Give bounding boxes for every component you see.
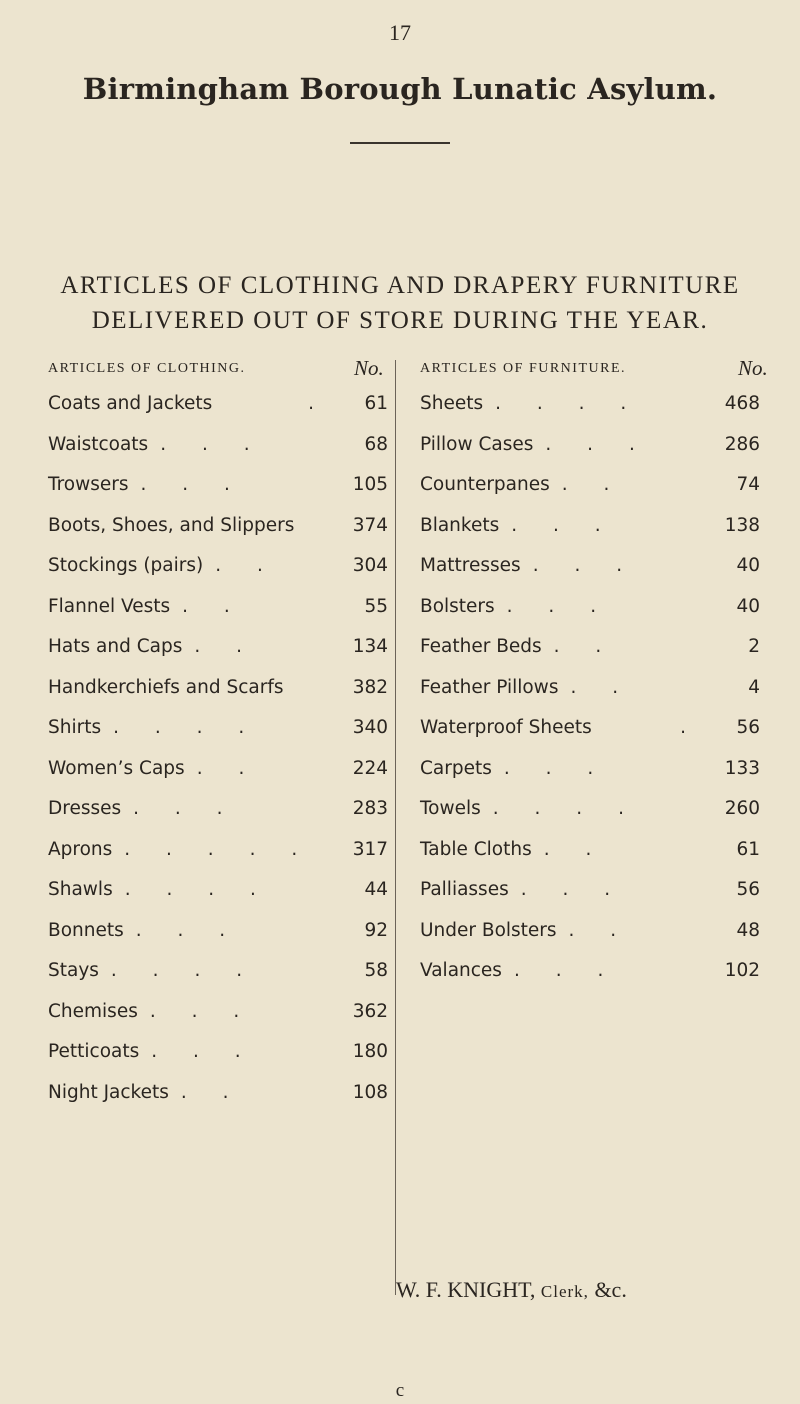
furniture-item-row [420,506,760,546]
clothing-item-label: Aprons [48,838,113,860]
clothing-item-leader-dots: . . . [160,433,250,455]
furniture-item-leader-dots: . . . [506,595,597,617]
furniture-item-count: 2 [748,636,760,657]
clothing-item-count: 61 [364,393,388,414]
clothing-item-leader-dots: . . [196,757,245,779]
furniture-item-count: 4 [748,676,760,698]
furniture-item-count: 74 [736,474,760,495]
clothing-item-count: 108 [352,1081,388,1103]
furniture-header-label: ARTICLES OF FURNITURE. [420,361,627,376]
clothing-item-label: Chemises [48,1000,138,1022]
furniture-item-label: Pillow Cases [420,433,534,455]
clothing-item-label: Bonnets [48,919,124,941]
clothing-item-count: 134 [352,636,388,657]
clothing-item-count: 92 [364,919,388,941]
clothing-item-leader-dots: . . . [135,919,226,941]
clothing-item-row [48,587,388,627]
furniture-item-label: Sheets [420,393,484,414]
clothing-item-row [48,668,388,708]
furniture-item-leader-dots: . . . . [495,393,627,414]
furniture-item-count: 138 [724,514,760,536]
furniture-item-count: 56 [736,717,760,738]
clothing-item-leader-dots: . . [180,1081,229,1103]
clothing-item-leader-dots: . . . . [124,879,256,900]
clothing-item-count: 58 [364,960,388,981]
furniture-item-row [420,668,760,708]
clothing-item-row [48,506,388,546]
furniture-item-count: 48 [736,919,760,941]
clothing-item-label: Waistcoats [48,433,149,455]
furniture-item-leader-dots: . . [568,919,617,941]
furniture-item-count: 61 [736,838,760,860]
signature [396,1277,627,1303]
clothing-item-count: 283 [352,798,388,819]
furniture-item-leader-dots: . . . . [492,798,624,819]
clothing-item-row [48,830,388,870]
furniture-item-label: Counterpanes [420,474,550,495]
clothing-item-leader-dots: . . . [133,798,223,819]
furniture-item-row [420,951,760,991]
section-heading-line-1: ARTICLES OF CLOTHING AND DRAPERY FURNITURE [60,272,740,299]
furniture-item-label: Table Cloths [420,838,532,860]
furniture-item-leader-dots: . . . [520,879,611,900]
clothing-item-row [48,992,388,1032]
clothing-item-row [48,425,388,465]
clothing-item-label: Stockings (pairs) [48,555,204,576]
clothing-item-count: 224 [352,757,388,779]
sheet-signature-mark: c [395,1380,405,1401]
clothing-item-label: Night Jackets [48,1081,169,1103]
furniture-item-label: Feather Pillows [420,676,559,698]
clothing-item-row [48,911,388,951]
furniture-item-row [420,789,760,829]
clothing-item-row [48,627,388,667]
section-heading-line-2: DELIVERED OUT OF STORE DURING THE YEAR. [91,307,709,334]
furniture-item-count: 40 [736,595,760,617]
clothing-item-count: 180 [352,1041,388,1062]
clothing-item-count: 374 [352,514,388,536]
clothing-item-leader-dots: . . . . [113,717,245,738]
clothing-item-label: Coats and Jackets [48,393,213,414]
clothing-item-count: 340 [352,717,388,738]
furniture-item-leader-dots: . . [553,636,602,657]
clothing-item-row [48,708,388,748]
page-number: 17 [389,20,411,45]
furniture-item-leader-dots: . . . [513,960,604,981]
clothing-item-leader-dots: . . [215,555,263,576]
clothing-item-leader-dots: . . . [140,474,230,495]
furniture-item-label: Blankets [420,514,500,536]
clothing-item-row [48,951,388,991]
clothing-item-label: Shirts [48,717,102,738]
clothing-item-label: Flannel Vests [48,595,171,617]
clothing-item-row [48,546,388,586]
clothing-item-count: 105 [352,474,388,495]
furniture-item-label: Valances [420,960,502,981]
clothing-item-label: Stays [48,960,99,981]
furniture-item-label: Feather Beds [420,636,542,657]
signature-role: Clerk, [540,1282,589,1301]
furniture-item-count: 286 [724,433,760,455]
clothing-item-row [48,384,388,424]
page-title: Birmingham Borough Lunatic Asylum. [82,72,718,106]
clothing-item-label: Women’s Caps [48,757,185,779]
clothing-item-count: 55 [364,595,388,617]
furniture-item-leader-dots: . . . [545,433,635,455]
furniture-item-label: Under Bolsters [420,919,557,941]
furniture-item-leader-dots: . . [570,676,619,698]
furniture-item-count: 102 [724,960,760,981]
furniture-item-leader-dots: . . . [532,555,623,576]
furniture-item-label: Towels [420,798,481,819]
furniture-item-row [420,465,760,505]
furniture-item-count: 56 [736,879,760,900]
furniture-item-row [420,425,760,465]
furniture-item-count: 133 [724,757,760,779]
furniture-item-row [420,870,760,910]
furniture-item-count: 40 [736,555,760,576]
clothing-header-label: ARTICLES OF CLOTHING. [48,361,246,376]
furniture-item-leader-dots: . . [543,838,592,860]
furniture-item-row [420,708,760,748]
furniture-item-row [420,384,760,424]
clothing-item-label: Trowsers [48,474,129,495]
column-divider [395,360,396,1295]
furniture-item-label: Bolsters [420,595,495,617]
clothing-item-label: Hats and Caps [48,636,183,657]
clothing-item-leader-dots: . . . . . [124,838,298,860]
furniture-column-header [420,356,768,380]
clothing-item-row [48,1032,388,1072]
clothing-item-count: 317 [352,838,388,860]
furniture-item-row [420,627,760,667]
clothing-item-count: 304 [352,555,388,576]
clothing-item-label: Petticoats [48,1041,140,1062]
clothing-item-row [48,789,388,829]
furniture-no-label: No. [738,356,768,380]
furniture-item-leader-dots: . . [561,474,610,495]
furniture-item-row [420,830,760,870]
clothing-item-label: Boots, Shoes, and Slippers [48,514,295,536]
clothing-item-label: Shawls [48,879,113,900]
furniture-item-leader-dots: . . . [503,757,594,779]
signature-suffix: &c. [594,1277,627,1302]
furniture-item-row [420,587,760,627]
furniture-item-leader-dots: . . . [511,514,601,536]
clothing-item-leader-dots: . . . [149,1000,240,1022]
furniture-item-label: Carpets [420,757,492,779]
furniture-item-row [420,749,760,789]
clothing-item-leader-dots: . . [194,636,242,657]
clothing-item-row [48,465,388,505]
clothing-item-label: Handkerchiefs and Scarfs [48,676,284,698]
clothing-item-count: 382 [352,676,388,698]
furniture-item-count: 260 [724,798,760,819]
furniture-item-count: 468 [724,393,760,414]
furniture-item-label: Waterproof Sheets [420,717,592,738]
furniture-item-label: Mattresses [420,555,521,576]
clothing-item-leader-dots: . . . . [110,960,243,981]
furniture-item-label: Palliasses [420,879,509,900]
clothing-item-count: 362 [352,1000,388,1022]
signature-name: W. F. KNIGHT, [396,1277,536,1302]
clothing-item-count: 68 [364,433,388,455]
clothing-item-label: Dresses [48,798,122,819]
title-divider [350,142,450,144]
clothing-item-row [48,1073,388,1113]
furniture-item-row [420,911,760,951]
clothing-no-label: No. [354,356,384,380]
clothing-item-leader-dots: . . [182,595,230,617]
clothing-item-leader-dots: . [308,393,314,414]
furniture-item-leader-dots: . [680,717,686,738]
furniture-item-row [420,546,760,586]
clothing-item-leader-dots: . . . [151,1041,241,1062]
clothing-item-row [48,749,388,789]
clothing-item-count: 44 [364,879,388,900]
clothing-item-row [48,870,388,910]
clothing-column-header [48,356,384,380]
